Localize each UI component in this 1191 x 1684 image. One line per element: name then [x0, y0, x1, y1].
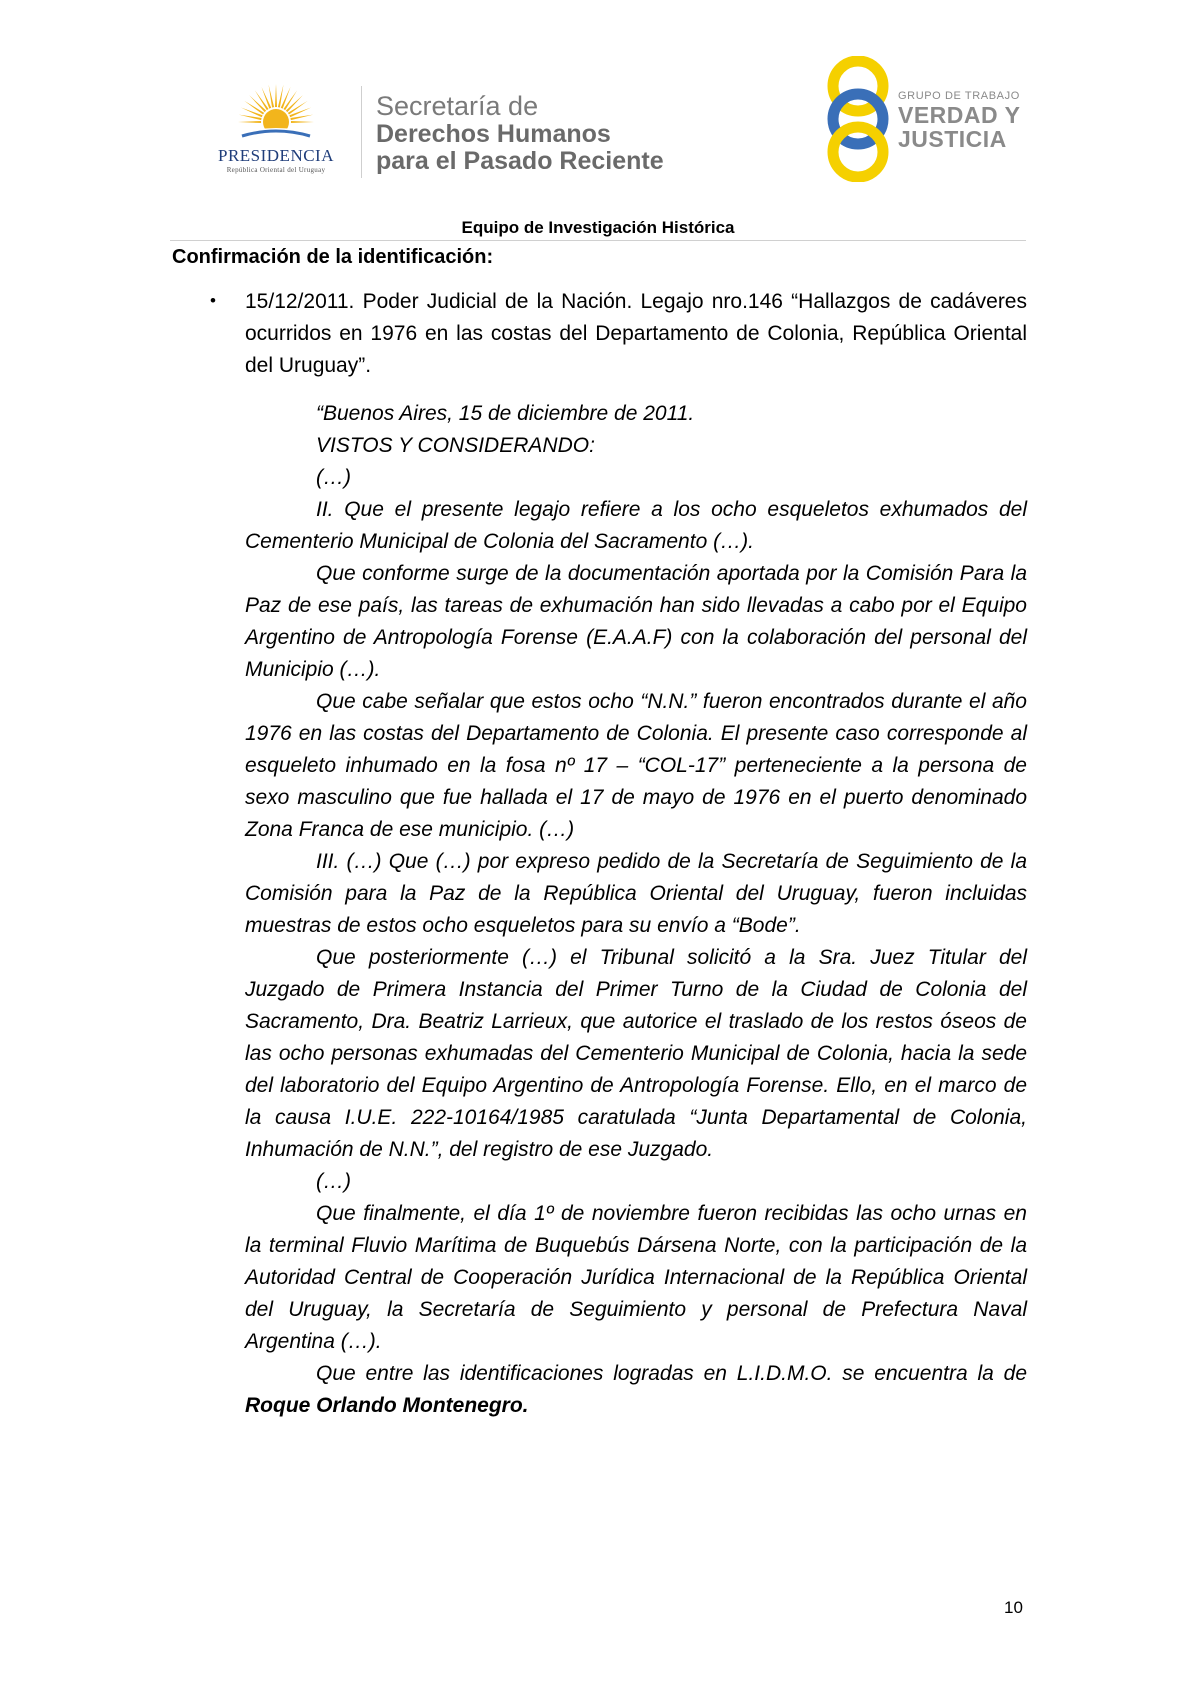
presidencia-sublabel: República Oriental del Uruguay	[226, 166, 326, 174]
quote-paragraph: Que posteriormente (…) el Tribunal solicitó a la Sra. Juez Titular del Juzgado de Primera Instancia del Primer Turno de la Ciudad de Colonia del Sacramento, Dra. Beatriz Larrieux, que autorice el traslado de los restos óseos de las ocho personas exhumadas del Cementerio Municipal de Colonia, hacia la sede del laboratorio del Equipo Argentino de Antropología Forense. Ello, en el marco de la causa I.U.E. 222-10164/1985 caratulada “Junta Departamental de Colonia, Inhumación de N.N.”, del registro de ese Juzgado.	[245, 946, 1027, 1161]
sun-ray	[275, 84, 277, 107]
quote-paragraph: II. Que el presente legajo refiere a los ocho esqueletos exhumados del Cementerio Municipal de Colonia del Sacramento (…).	[245, 498, 1027, 553]
quote-paragraph: (…)	[316, 466, 351, 489]
secretaria-line3: para el Pasado Reciente	[376, 147, 664, 175]
secretaria-line1: Secretaría de	[376, 91, 539, 121]
quote-paragraph: VISTOS Y CONSIDERANDO:	[316, 434, 595, 457]
quote-final-prefix: Que entre las identificaciones logradas en L.I.D.M.O. se encuentra la de	[316, 1362, 1027, 1385]
bullet-marker: •	[210, 291, 216, 310]
bullet-text: 15/12/2011. Poder Judicial de la Nación. Legajo nro.146 “Hallazgos de cadáveres ocurridos en 1976 en las costas del Departamento de Colonia, República Oriental del Uruguay”.	[245, 290, 1027, 377]
quoted-resolution	[245, 398, 1027, 1422]
quote-paragraph: Que finalmente, el día 1º de noviembre fueron recibidas las ocho urnas en la terminal Fluvio Marítima de Buquebús Dársena Norte, con la participación de la Autoridad Central de Cooperación Jurídica Internacional de la República Oriental del Uruguay, la Secretaría de Seguimiento y personal de Prefectura Naval Argentina (…).	[245, 1202, 1027, 1353]
page-number: 10	[1004, 1598, 1023, 1617]
quote-paragraph: III. (…) Que (…) por expreso pedido de la Secretaría de Seguimiento de la Comisión para la Paz de la República Oriental del Uruguay, fueron incluidas muestras de estos ocho esqueletos para su envío a “Bode”.	[245, 850, 1027, 937]
grupo-line1: GRUPO DE TRABAJO	[898, 90, 1020, 102]
header-divider	[361, 86, 362, 178]
grupo-line3: JUSTICIA	[898, 126, 1007, 152]
quote-paragraph-final	[245, 1358, 1027, 1422]
identified-person-name: Roque Orlando Montenegro.	[245, 1394, 529, 1417]
secretaria-logo-text	[376, 92, 664, 175]
header-equipo: Equipo de Investigación Histórica	[461, 218, 735, 237]
quote-paragraph: Que conforme surge de la documentación aportada por la Comisión Para la Paz de ese país, las tareas de exhumación han sido llevadas a cabo por el Equipo Argentino de Antropología Forense (E.A.A.F) con la colaboración del personal del Municipio (…).	[245, 562, 1027, 681]
presidencia-label: PRESIDENCIA	[217, 146, 334, 165]
header-rule	[170, 240, 1026, 241]
grupo-line2: VERDAD Y	[898, 102, 1021, 128]
sun-icon	[236, 82, 316, 144]
linked-rings-icon	[820, 56, 896, 182]
section-heading: Confirmación de la identificación:	[172, 246, 494, 268]
quote-paragraph: “Buenos Aires, 15 de diciembre de 2011.	[316, 402, 695, 425]
quote-paragraph: (…)	[316, 1170, 351, 1193]
grupo-trabajo-text	[898, 90, 1020, 151]
verdad-justicia-logo	[820, 56, 1040, 186]
presidencia-logo	[196, 82, 356, 174]
secretaria-line2: Derechos Humanos	[376, 120, 611, 148]
sun-ray	[291, 121, 314, 123]
sun-ray	[238, 121, 261, 123]
quote-paragraph: Que cabe señalar que estos ocho “N.N.” fueron encontrados durante el año 1976 en las costas del Departamento de Colonia. El presente caso corresponde al esqueleto inhumado en la fosa nº 17 – “COL-17” perteneciente a la persona de sexo masculino que fue hallada el 17 de mayo de 1976 en el puerto denominado Zona Franca de ese municipio. (…)	[245, 690, 1027, 841]
